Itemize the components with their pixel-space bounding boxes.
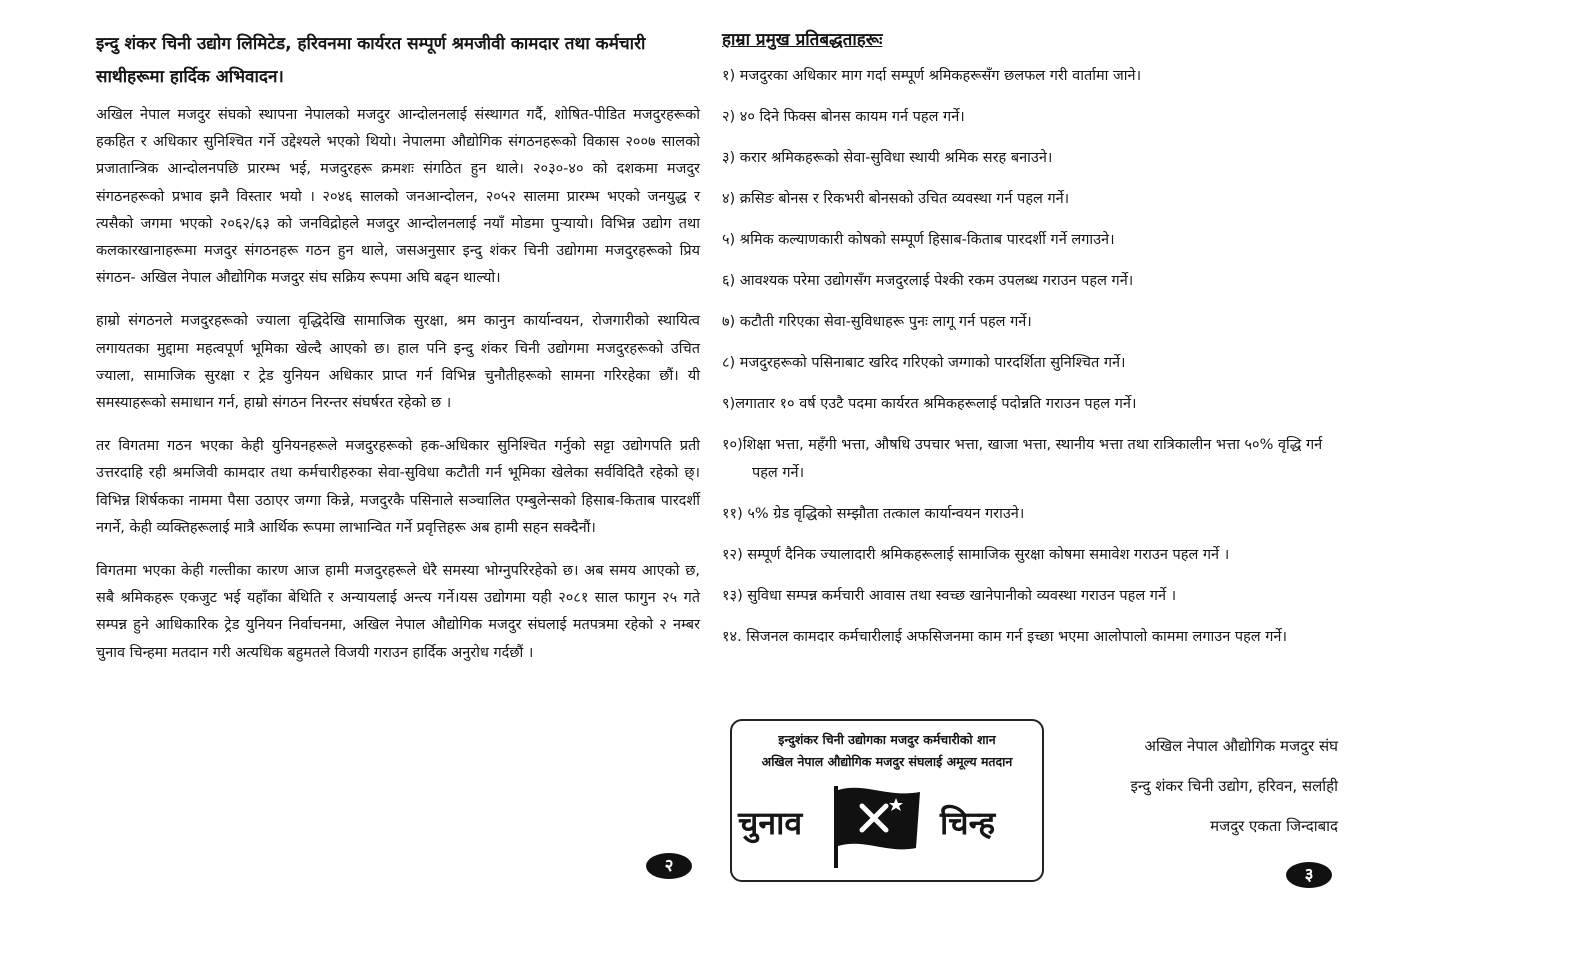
page-heading: इन्दु शंकर चिनी उद्योग लिमिटेड, हरिवनमा कार्यरत सम्पूर्ण श्रमजीवी कामदार तथा कर्मचारी साथीहरूमा हार्दिक अभिवादन। [96, 34, 646, 87]
ballot-line-2: अखिल नेपाल औद्योगिक मजदुर संघलाई अमूल्य मतदान [761, 754, 1013, 769]
page-number-left: २ [646, 853, 692, 879]
flag-pole [834, 786, 838, 868]
signoff-block [1130, 726, 1338, 846]
commitment-item: १) मजदुरका अधिकार माग गर्दा सम्पूर्ण श्रमिकहरूसँग छलफल गरी वार्तामा जाने। [722, 68, 1142, 84]
commitment-item: ५) श्रमिक कल्याणकारी कोषको सम्पूर्ण हिसाब-किताब पारदर्शी गर्ने लगाउने। [722, 232, 1115, 248]
flag-symbol-icon [828, 784, 928, 870]
commitment-item: १३) सुविधा सम्पन्न कर्मचारी आवास तथा स्वच्छ खानेपानीको व्यवस्था गराउन पहल गर्ने । [722, 588, 1177, 604]
page-number-right: ३ [1286, 862, 1332, 888]
body-paragraph: अखिल नेपाल मजदुर संघको स्थापना नेपालको मजदुर आन्दोलनलाई संस्थागत गर्दै, शोषित-पीडित मजदुरहरूको हकहित र अधिकार सुनिश्चित गर्ने उद्देश्यले भएको थियो। नेपालमा औद्योगिक संगठनहरूको विकास २००७ सालको प्रजातान्त्रिक आन्दोलनपछि प्रारम्भ भई, मजदुरहरू क्रमशः संगठित हुन थाले। २०३०-४० को दशकमा मजदुर संगठनहरूको प्रभाव झनै विस्तार भयो । २०४६ सालको जनआन्दोलन, २०५२ सालमा प्रारम्भ भएको जनयुद्ध र त्यसैको जगमा भएको २०६२/६३ को जनविद्रोहले मजदुर आन्दोलनलाई नयाँ मोडमा पुऱ्यायो। विभिन्न उद्योग तथा कलकारखानाहरूमा मजदुर संगठनहरू गठन हुन थाले, जसअनुसार इन्दु शंकर चिनी उद्योगमा मजदुरहरूको प्रिय संगठन- अखिल नेपाल औद्योगिक मजदुर संघ सक्रिय रूपमा अघि बढ्न थाल्यो। [96, 107, 700, 287]
flag-cloth [838, 788, 920, 850]
body-paragraph: तर विगतमा गठन भएका केही युनियनहरूले मजदुरहरूको हक-अधिकार सुनिश्चित गर्नुको सट्टा उद्योगपति प्रती उत्तरदाहि रही श्रमजिवी कामदार तथा कर्मचारीहरुका सेवा-सुविधा कटौती गर्न भूमिका खेलेका सर्वविदितै रहेको छ्। विभिन्न शिर्षकका नाममा पैसा उठाएर जग्गा किन्ने, मजदुरकै पसिनाले सञ्चालित एम्बुलेन्सको हिसाब-किताब पारदर्शी नगर्ने, केही व्यक्तिहरूलाई मात्रै आर्थिक रूपमा लाभान्वित गर्ने प्रवृत्तिहरू अब हामी सहन सक्दैनौं। [96, 438, 700, 536]
body-paragraph: हाम्रो संगठनले मजदुरहरूको ज्याला वृद्धिदेखि सामाजिक सुरक्षा, श्रम कानुन कार्यान्वयन, रोजगारीको स्थायित्व लगायतका मुद्दामा महत्वपूर्ण भूमिका खेल्दै आएको छ। हाल पनि इन्दु शंकर चिनी उद्योगमा मजदुरहरूको उचित ज्याला, सामाजिक सुरक्षा र ट्रेड युनियन अधिकार प्राप्त गर्न विभिन्न चुनौतीहरूको सामना गरिरहेका छौं। यी समस्याहरूको समाधान गर्न, हाम्रो संगठन निरन्तर संघर्षरत रहेको छ । [96, 313, 700, 412]
signoff-slogan: मजदुर एकता जिन्दाबाद [1210, 817, 1338, 835]
body-paragraph: विगतमा भएका केही गल्तीका कारण आज हामी मजदुरहरूले धेरै समस्या भोग्नुपरिरहेको छ। अब समय आएको छ, सबै श्रमिकहरू एकजुट भई यहाँका बेथिति र अन्यायलाई अन्त्य गर्ने।यस उद्योगमा यही २०८१ साल फागुन २५ गते सम्पन्न हुने आधिकारिक ट्रेड युनियन निर्वाचनमा, अखिल नेपाल औद्योगिक मजदुर संघलाई मतपत्रमा रहेको २ नम्बर चुनाव चिन्हमा मतदान गरी अत्यधिक बहुमतले विजयी गराउन हार्दिक अनुरोध गर्दछौं । [96, 563, 700, 661]
commitment-item: १४. सिजनल कामदार कर्मचारीलाई अफसिजनमा काम गर्न इच्छा भएमा आलोपालो काममा लगाउन पहल गर्ने। [722, 629, 1287, 645]
right-page [722, 0, 1342, 664]
commitment-item: ३) करार श्रमिकहरूको सेवा-सुविधा स्थायी श्रमिक सरह बनाउने। [722, 150, 1053, 166]
commitment-item: ८) मजदुरहरूको पसिनाबाट खरिद गरिएको जग्गाको पारदर्शिता सुनिश्चित गर्ने। [722, 355, 1126, 371]
ballot-word-left: चुनाव [738, 804, 803, 842]
commitment-item: २) ४० दिने फिक्स बोनस कायम गर्न पहल गर्ने। [722, 109, 965, 125]
commitment-item: १०)शिक्षा भत्ता, महँगी भत्ता, औषधि उपचार भत्ता, खाजा भत्ता, स्थानीय भत्ता तथा रात्रिकालीन भत्ता ५०% वृद्धि गर्न पहल गर्ने। [722, 437, 1323, 481]
signoff-organization: अखिल नेपाल औद्योगिक मजदुर संघ [1144, 737, 1338, 755]
commitments-heading: हाम्रा प्रमुख प्रतिबद्धताहरूः [722, 30, 883, 50]
signoff-location: इन्दु शंकर चिनी उद्योग, हरिवन, सर्लाही [1130, 777, 1338, 795]
commitment-item: ६) आवश्यक परेमा उद्योगसँग मजदुरलाई पेश्की रकम उपलब्ध गराउन पहल गर्ने। [722, 273, 1134, 289]
commitment-item: ७) कटौती गरिएका सेवा-सुविधाहरू पुनः लागू गर्न पहल गर्ने। [722, 314, 1032, 330]
commitment-item: १२) सम्पूर्ण दैनिक ज्यालादारी श्रमिकहरूलाई सामाजिक सुरक्षा कोषमा समावेश गराउन पहल गर्ने । [722, 547, 1230, 563]
commitment-item: ४) क्रसिङ बोनस र रिकभरी बोनसको उचित व्यवस्था गर्न पहल गर्ने। [722, 191, 1070, 207]
ballot-symbol-box [730, 719, 1044, 882]
ballot-word-right: चिन्ह [940, 804, 996, 842]
commitment-item: ९)लगातार १० वर्ष एउटै पदमा कार्यरत श्रमिकहरूलाई पदोन्नति गराउन पहल गर्ने। [722, 396, 1137, 412]
ballot-line-1: इन्दुशंकर चिनी उद्योगका मजदुर कर्मचारीको शान [778, 732, 996, 747]
commitment-item: ११) ५% ग्रेड वृद्धिको सम्झौता तत्काल कार्यान्वयन गराउने। [722, 506, 1025, 522]
left-page [96, 0, 700, 683]
